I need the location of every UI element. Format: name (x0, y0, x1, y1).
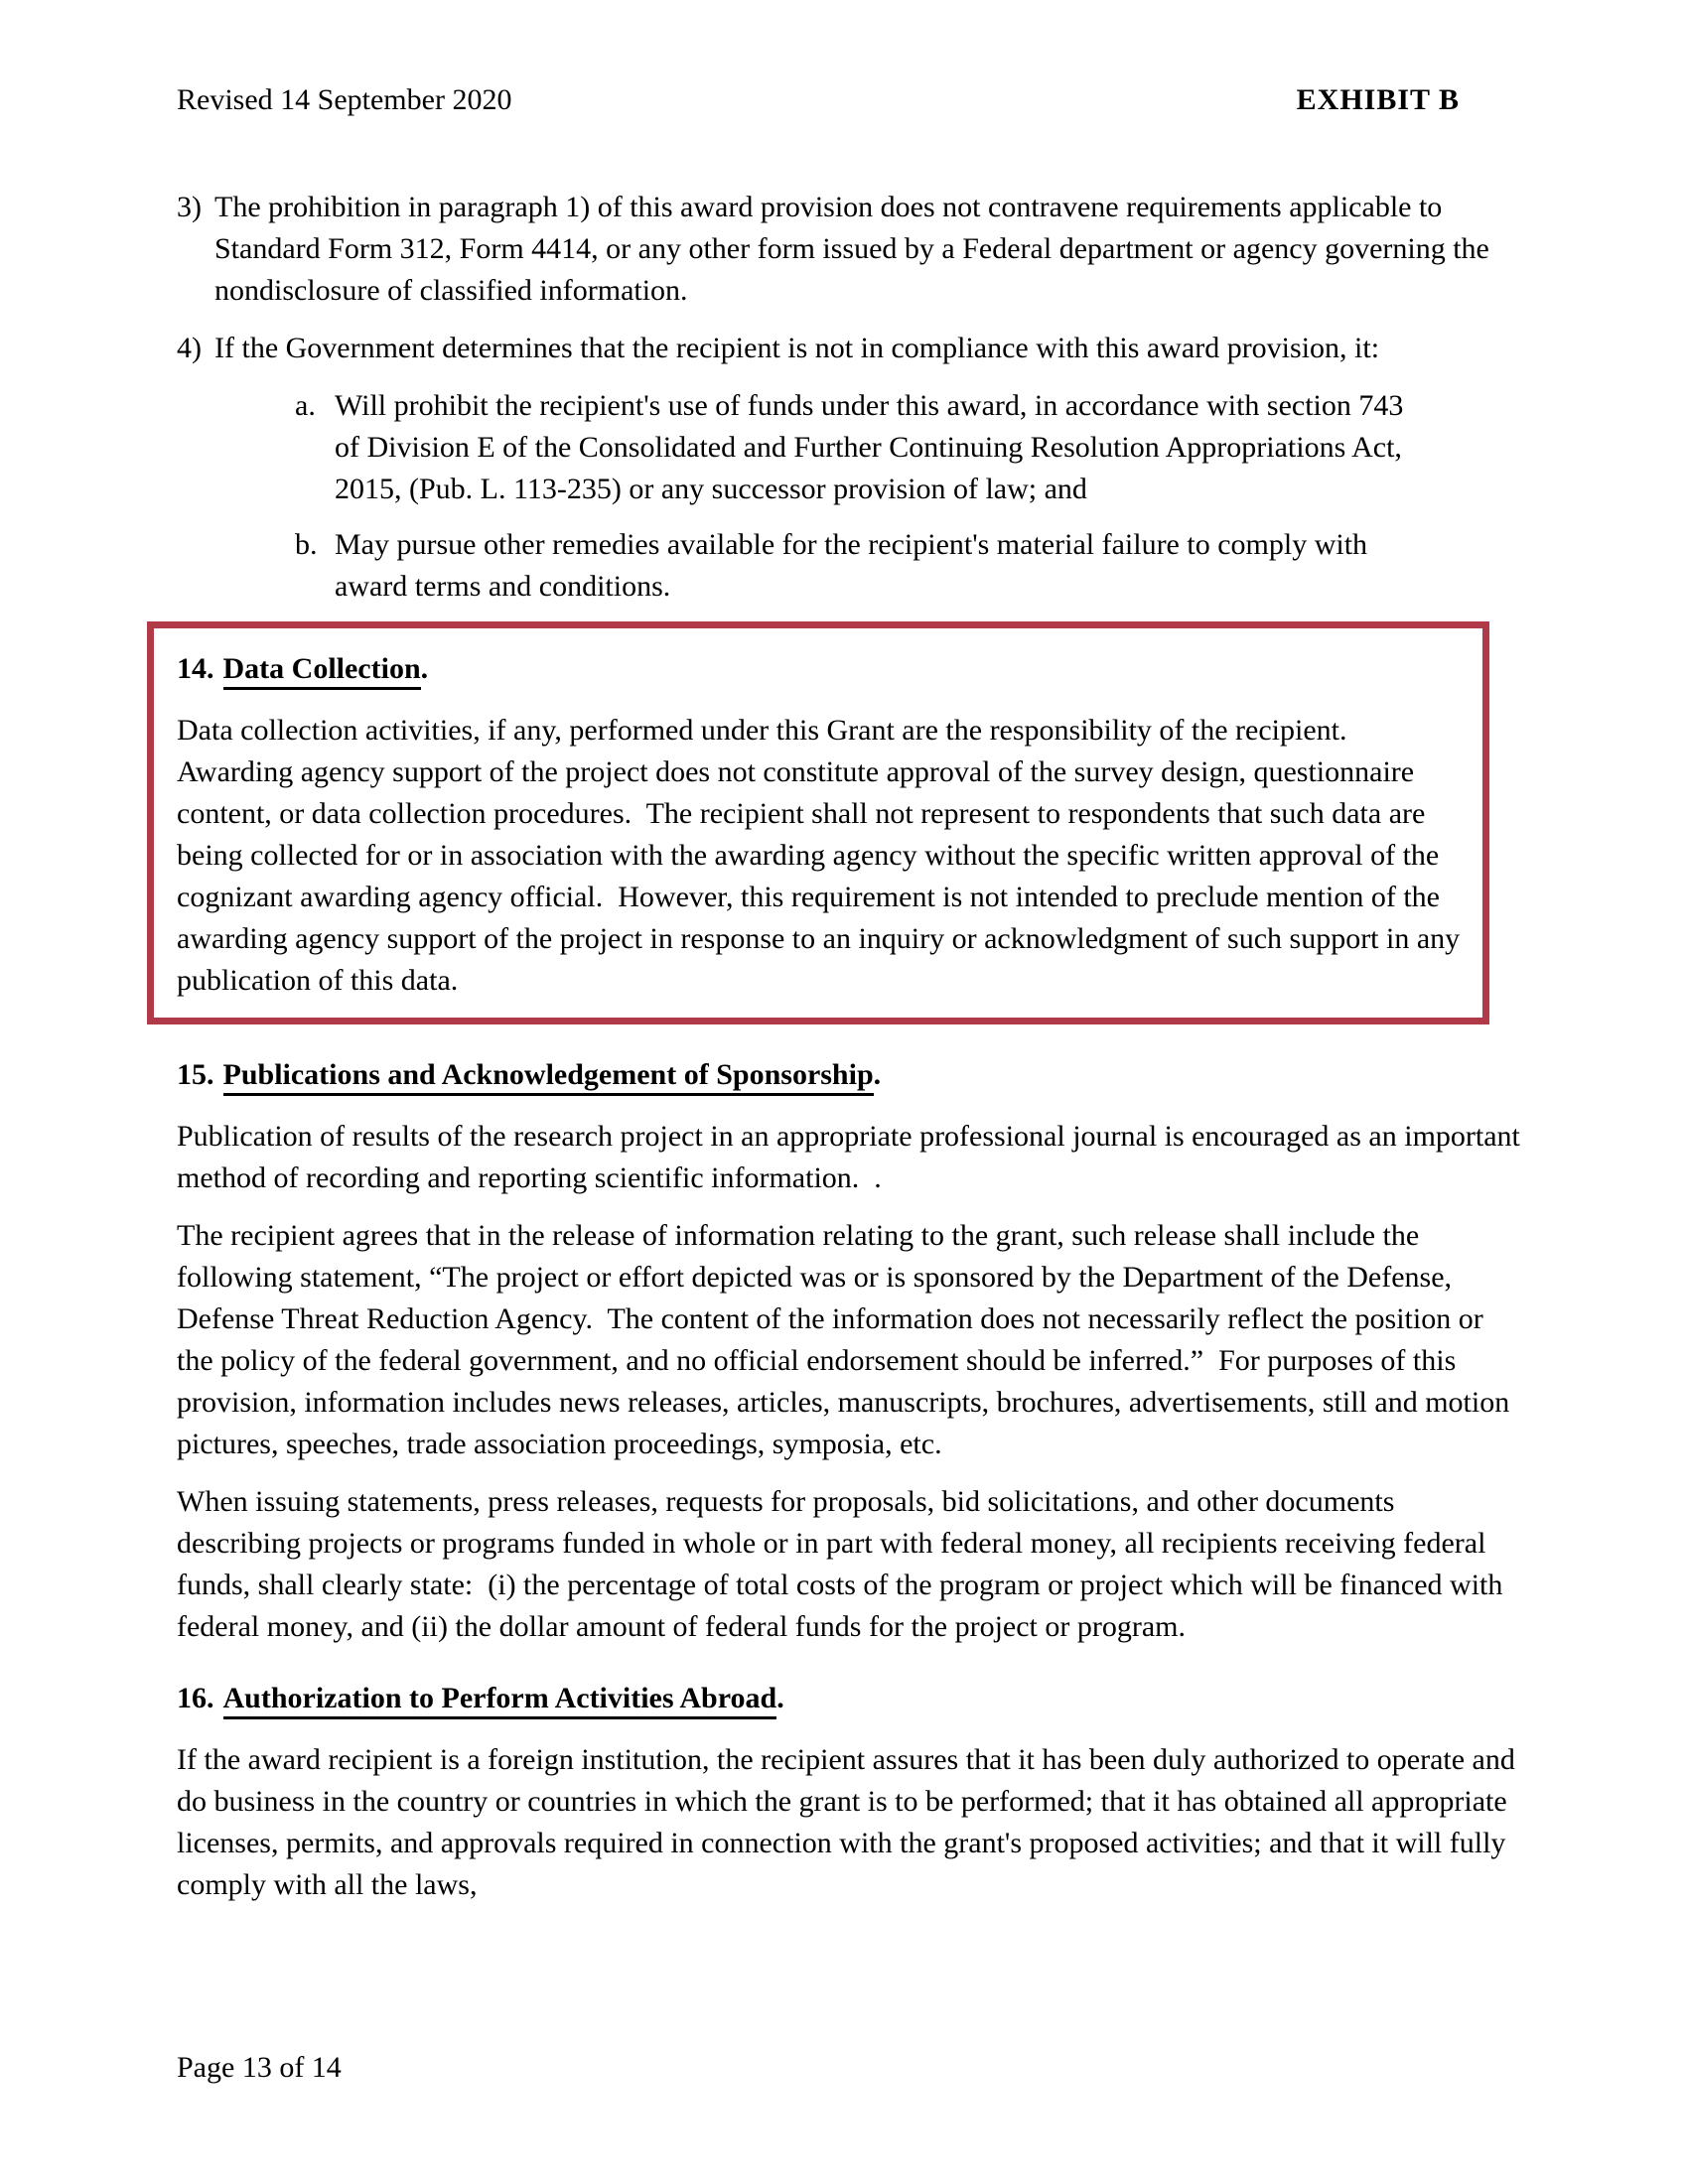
item-text: May pursue other remedies available for the recipient's material failure to comply with award terms and conditions. (335, 528, 1375, 603)
section-title: Authorization to Perform Activities Abroad (223, 1682, 777, 1719)
section-14-heading (177, 648, 1463, 690)
numbered-item-4 (177, 328, 1521, 369)
section-title: Data Collection (223, 652, 421, 690)
section-15-paragraph-1: Publication of results of the research project in an appropriate professional journal is encouraged as an important method of recording and reporting scientific information. . (177, 1120, 1528, 1194)
section-15-paragraph-3: When issuing statements, press releases, requests for proposals, bid solicitations, and other documents describing projects or programs funded in whole or in part with federal money, all recipients receiving federal funds, shall clearly state: (i) the percentage of total costs of the program or project which will be financed with federal money, and (ii) the dollar amount of federal funds for the project or program. (177, 1485, 1510, 1643)
section-number: 15. (177, 1058, 214, 1091)
item-marker: 4) (177, 332, 202, 364)
sub-item-a (295, 385, 1521, 510)
item-text: If the Government determines that the recipient is not in compliance with this award provision, it: (214, 332, 1380, 364)
item-text: Will prohibit the recipient's use of funds under this award, in accordance with section 743 of Division E of the Consolidated and Further Continuing Resolution Appropriations Act, 2015, (Pub. L. 113-235) or any successor provision of law; and (335, 389, 1411, 505)
page-footer: Page 13 of 14 (177, 2051, 342, 2084)
section-title-period: . (776, 1682, 784, 1714)
section-15-paragraph-2: The recipient agrees that in the release of information relating to the grant, such release shall include the following statement, “The project or effort depicted was or is sponsored by the Department of the Defense, Defense Threat Reduction Agency. The content of the information does not necessarily reflect the position or the policy of the federal government, and no official endorsement should be inferred.” For purposes of this provision, information includes news releases, articles, manuscripts, brochures, advertisements, still and motion pictures, speeches, trade association proceedings, symposia, etc. (177, 1219, 1517, 1460)
numbered-item-3 (177, 187, 1521, 312)
data-collection-highlight-box (147, 621, 1489, 1024)
item-marker: b. (295, 528, 318, 561)
revision-date: Revised 14 September 2020 (177, 83, 512, 116)
section-16-heading (177, 1678, 1521, 1719)
exhibit-label: EXHIBIT B (1296, 83, 1460, 116)
section-title-period: . (420, 652, 429, 685)
section-14-paragraph: Data collection activities, if any, performed under this Grant are the responsibility of the recipient. Awarding agency support of the project does not constitute approval of the survey design, questionnaire content, or data collection procedures. The recipient shall not represent to respondents that such data are being collected for or in association with the awarding agency without the specific written approval of the cognizant awarding agency official. However, this requirement is not intended to preclude mention of the awarding agency support of the project in response to an inquiry or acknowledgment of such support in any publication of this data. (177, 714, 1468, 997)
document-content (177, 0, 1528, 1922)
section-title-period: . (873, 1058, 882, 1091)
item-text: The prohibition in paragraph 1) of this award provision does not contravene requirements applicable to Standard Form 312, Form 4414, or any other form issued by a Federal department or agency governing the nondisclosure of classified information. (214, 191, 1497, 307)
item-marker: 3) (177, 191, 202, 223)
section-number: 16. (177, 1682, 214, 1714)
section-title: Publications and Acknowledgement of Sponsorship (223, 1058, 874, 1096)
sub-item-b (295, 524, 1521, 608)
section-number: 14. (177, 652, 214, 685)
section-16-paragraph-1: If the award recipient is a foreign institution, the recipient assures that it has been duly authorized to operate and do business in the country or countries in which the grant is to be performed; that it has obtained all appropriate licenses, permits, and approvals required in connection with the grant's proposed activities; and that it will fully comply with all the laws, (177, 1743, 1523, 1901)
item-marker: a. (295, 389, 316, 422)
document-header (177, 79, 1521, 121)
section-15-heading (177, 1054, 1521, 1096)
